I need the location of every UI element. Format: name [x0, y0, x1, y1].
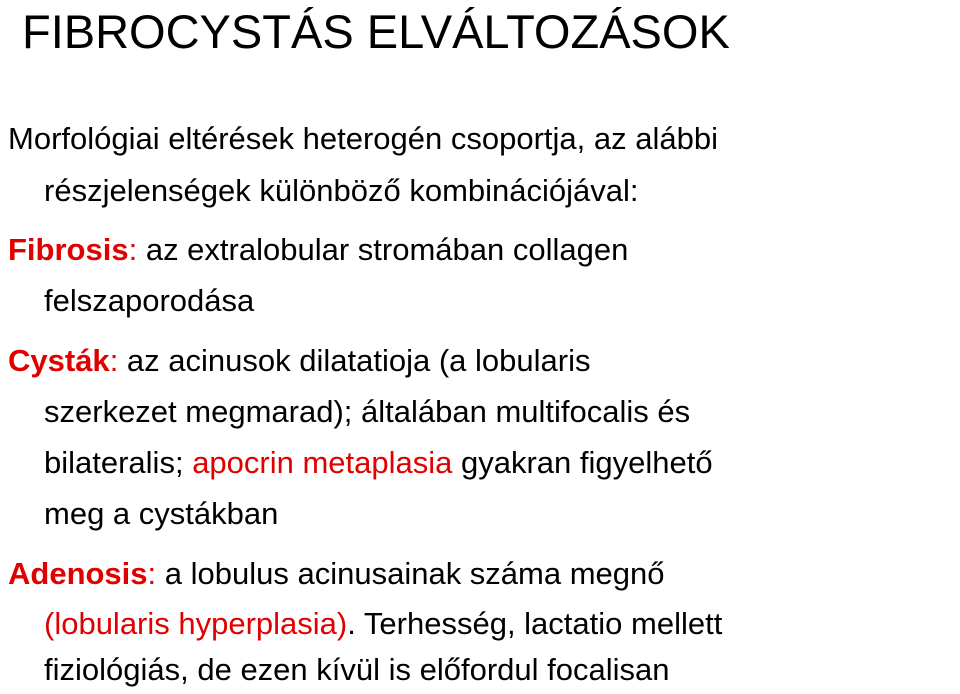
fibrosis-line-1: [8, 232, 628, 268]
intro-line-2: [44, 173, 639, 209]
cystak-line-4: [44, 496, 278, 532]
cystak-text-4: meg a cystákban: [44, 496, 279, 531]
fibrosis-term: Fibrosis: [8, 232, 129, 267]
lobularis-hyperplasia-highlight: (lobularis hyperplasia): [44, 606, 348, 641]
adenosis-line-1: [8, 556, 665, 592]
adenosis-text-2-post: . Terhesség, lactatio mellett: [347, 606, 723, 641]
slide-title: FIBROCYSTÁS ELVÁLTOZÁSOK: [22, 5, 730, 58]
adenosis-term: Adenosis: [8, 556, 148, 591]
cystak-text-3-post: gyakran figyelhető: [452, 445, 713, 480]
adenosis-text-3: fiziológiás, de ezen kívül is előfordul focalisan: [44, 652, 670, 687]
fibrosis-text-2: felszaporodása: [44, 283, 255, 318]
cystak-line-1: [8, 343, 590, 379]
fibrosis-text-1: az extralobular stromában collagen: [137, 232, 629, 267]
cystak-term: Cysták: [8, 343, 110, 378]
cystak-text-2: szerkezet megmarad); általában multifocalis és: [44, 394, 691, 429]
cystak-line-3: [44, 445, 713, 481]
cystak-colon: :: [109, 343, 119, 378]
cystak-line-2: [44, 394, 690, 430]
adenosis-text-1: a lobulus acinusainak száma megnő: [156, 556, 665, 591]
apocrin-metaplasia-highlight: apocrin metaplasia: [192, 445, 453, 480]
adenosis-colon: :: [147, 556, 157, 591]
intro-text-1: Morfológiai eltérések heterogén csoportja, az alábbi: [8, 121, 718, 156]
cystak-text-1: az acinusok dilatatioja (a lobularis: [118, 343, 591, 378]
intro-line-1: [8, 121, 718, 157]
intro-text-2: részjelenségek különböző kombinációjával:: [44, 173, 639, 208]
cystak-text-3-pre: bilateralis;: [44, 445, 193, 480]
fibrosis-line-2: [44, 283, 254, 319]
adenosis-line-2: [44, 606, 722, 642]
fibrosis-colon: :: [128, 232, 138, 267]
adenosis-line-3: [44, 652, 670, 688]
